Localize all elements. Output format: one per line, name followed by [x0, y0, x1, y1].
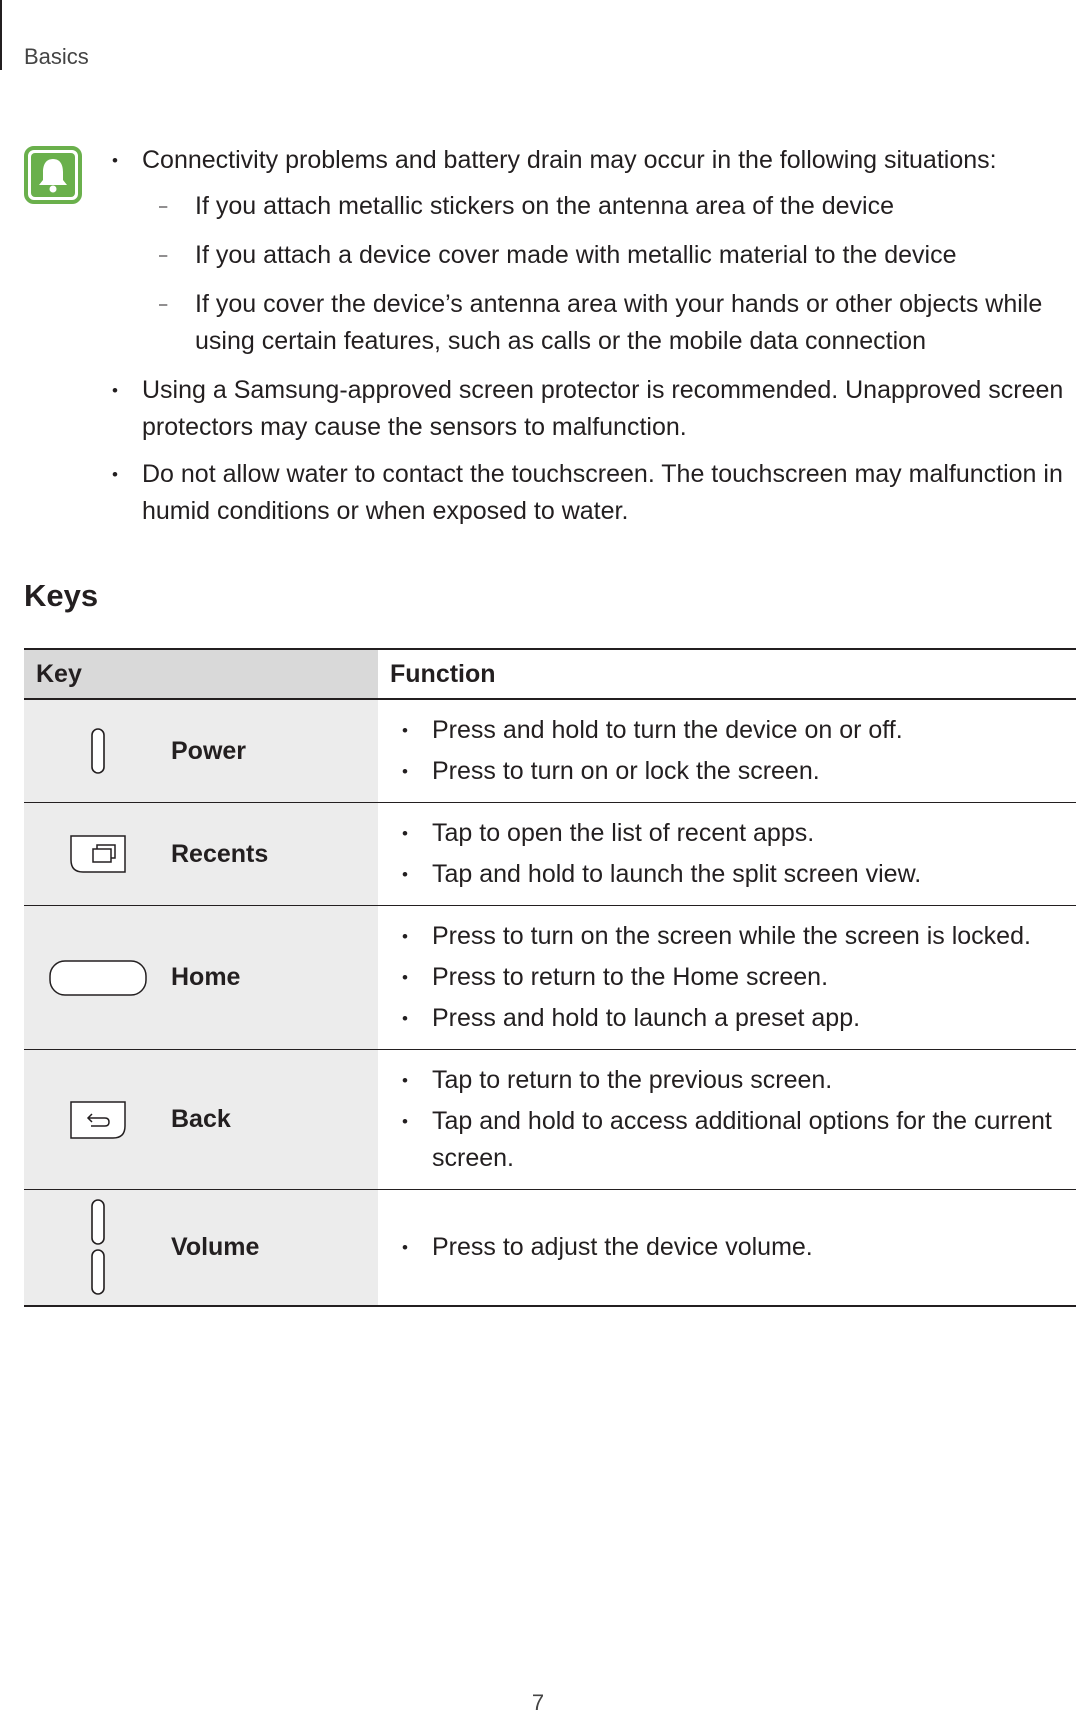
caution-subitem: – If you attach metallic stickers on the antenna area of the device: [142, 188, 1072, 225]
function-item: • Tap to return to the previous screen.: [402, 1062, 1076, 1099]
table-row: [24, 803, 1076, 906]
recents-key-icon: [67, 833, 129, 875]
caution-sublist: [142, 188, 1072, 360]
caution-text: Using a Samsung-approved screen protector is recommended. Unapproved screen protectors may cause the sensors to malfunction.: [142, 376, 1064, 441]
table-row: [24, 1050, 1076, 1190]
function-column-header: Function: [378, 649, 1076, 699]
caution-item: [112, 142, 1072, 360]
key-name: Volume: [171, 1232, 260, 1261]
caution-item: [112, 372, 1072, 446]
keys-table: [24, 648, 1076, 1307]
key-name: Home: [171, 963, 241, 991]
function-cell: [378, 803, 1076, 906]
caution-list: [112, 142, 1072, 540]
function-cell: [378, 1050, 1076, 1190]
key-cell: [24, 699, 378, 803]
function-item: • Press and hold to launch a preset app.: [402, 1000, 1076, 1037]
caution-subitem: – If you cover the device’s antenna area with your hands or other objects while using certain features, such as calls or the mobile data connection: [142, 286, 1072, 360]
page-number: 7: [531, 1690, 545, 1715]
key-cell: [24, 906, 378, 1050]
volume-key-icon: [88, 1197, 108, 1297]
home-key-icon: [47, 958, 149, 998]
function-item: • Press and hold to turn the device on or off.: [402, 712, 1076, 749]
key-name: Power: [171, 736, 247, 765]
table-row: [24, 1190, 1076, 1306]
margin-rule: [0, 0, 2, 70]
section-title: Keys: [24, 578, 99, 613]
function-item: • Press to return to the Home screen.: [402, 959, 1076, 996]
function-item: • Tap and hold to launch the split screen view.: [402, 856, 1076, 893]
key-cell: [24, 1050, 378, 1190]
caution-subitem: – If you attach a device cover made with metallic material to the device: [142, 237, 1072, 274]
key-name: Back: [171, 1105, 231, 1133]
caution-item: [112, 456, 1072, 530]
power-key-icon: [88, 726, 108, 776]
function-item: • Press to adjust the device volume.: [402, 1229, 1076, 1266]
key-column-header: Key: [24, 649, 378, 699]
function-cell: [378, 699, 1076, 803]
function-item: • Press to turn on or lock the screen.: [402, 753, 1076, 790]
function-item: • Press to turn on the screen while the screen is locked.: [402, 918, 1076, 955]
function-cell: [378, 906, 1076, 1050]
bell-icon: [24, 146, 82, 204]
running-header: Basics: [24, 44, 89, 69]
key-cell: [24, 1190, 378, 1306]
table-header-row: [24, 649, 1076, 699]
caution-text: Do not allow water to contact the touchscreen. The touchscreen may malfunction in humid conditions or when exposed to water.: [142, 460, 1063, 525]
function-cell: [378, 1190, 1076, 1306]
back-key-icon: [67, 1099, 129, 1141]
caution-text: Connectivity problems and battery drain may occur in the following situations:: [142, 146, 997, 174]
key-cell: [24, 803, 378, 906]
table-row: [24, 699, 1076, 803]
function-item: • Tap to open the list of recent apps.: [402, 815, 1076, 852]
table-row: [24, 906, 1076, 1050]
key-name: Recents: [171, 839, 269, 868]
function-item: • Tap and hold to access additional options for the current screen.: [402, 1103, 1076, 1177]
